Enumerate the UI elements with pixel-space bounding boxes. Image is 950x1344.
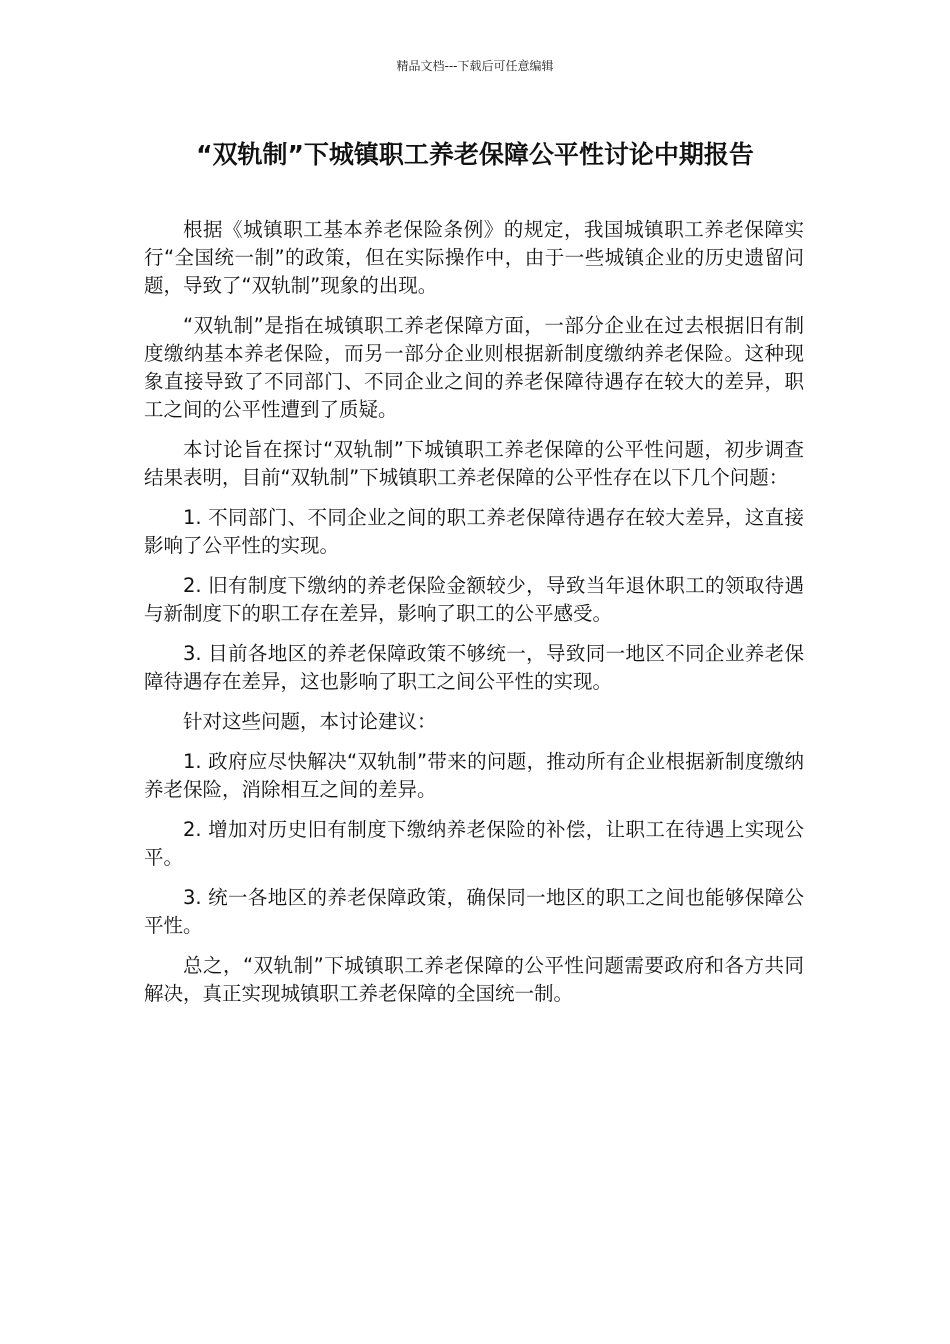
suggestion-item-2: 2. 增加对历史旧有制度下缴纳养老保险的补偿，让职工在待遇上实现公平。 bbox=[144, 818, 804, 869]
document-body bbox=[144, 216, 804, 1020]
problem-item-3: 3. 目前各地区的养老保障政策不够统一，导致同一地区不同企业养老保障待遇存在差异，这也影响了职工之间公平性的实现。 bbox=[144, 642, 804, 693]
suggestion-item-3: 3. 统一各地区的养老保障政策，确保同一地区的职工之间也能够保障公平性。 bbox=[144, 886, 804, 937]
paragraph-conclusion: 总之，“双轨制”下城镇职工养老保障的公平性问题需要政府和各方共同解决，真正实现城镇职工养老保障的全国统一制。 bbox=[144, 954, 804, 1005]
problem-item-2: 2. 旧有制度下缴纳的养老保险金额较少，导致当年退休职工的领取待遇与新制度下的职工存在差异，影响了职工的公平感受。 bbox=[144, 574, 804, 625]
problem-item-1: 1. 不同部门、不同企业之间的职工养老保障待遇存在较大差异，这直接影响了公平性的实现。 bbox=[144, 506, 804, 557]
paragraph-definition: “双轨制”是指在城镇职工养老保障方面，一部分企业在过去根据旧有制度缴纳基本养老保险，而另一部分企业则根据新制度缴纳养老保险。这种现象直接导致了不同部门、不同企业之间的养老保障待遇存在较大的差异，职工之间的公平性遭到了质疑。 bbox=[144, 314, 804, 421]
header-note: 精品文档---下载后可任意编辑 bbox=[396, 59, 554, 73]
suggestion-item-1: 1. 政府应尽快解决“双轨制”带来的问题，推动所有企业根据新制度缴纳养老保险，消除相互之间的差异。 bbox=[144, 750, 804, 801]
document-title: “双轨制”下城镇职工养老保障公平性讨论中期报告 bbox=[196, 140, 754, 169]
paragraph-purpose: 本讨论旨在探讨“双轨制”下城镇职工养老保障的公平性问题，初步调查结果表明，目前“双轨制”下城镇职工养老保障的公平性存在以下几个问题： bbox=[144, 438, 804, 489]
paragraph-intro: 根据《城镇职工基本养老保险条例》的规定，我国城镇职工养老保障实行“全国统一制”的政策，但在实际操作中，由于一些城镇企业的历史遗留问题，导致了“双轨制”现象的出现。 bbox=[144, 218, 804, 297]
paragraph-suggestions-intro: 针对这些问题，本讨论建议： bbox=[183, 710, 437, 733]
